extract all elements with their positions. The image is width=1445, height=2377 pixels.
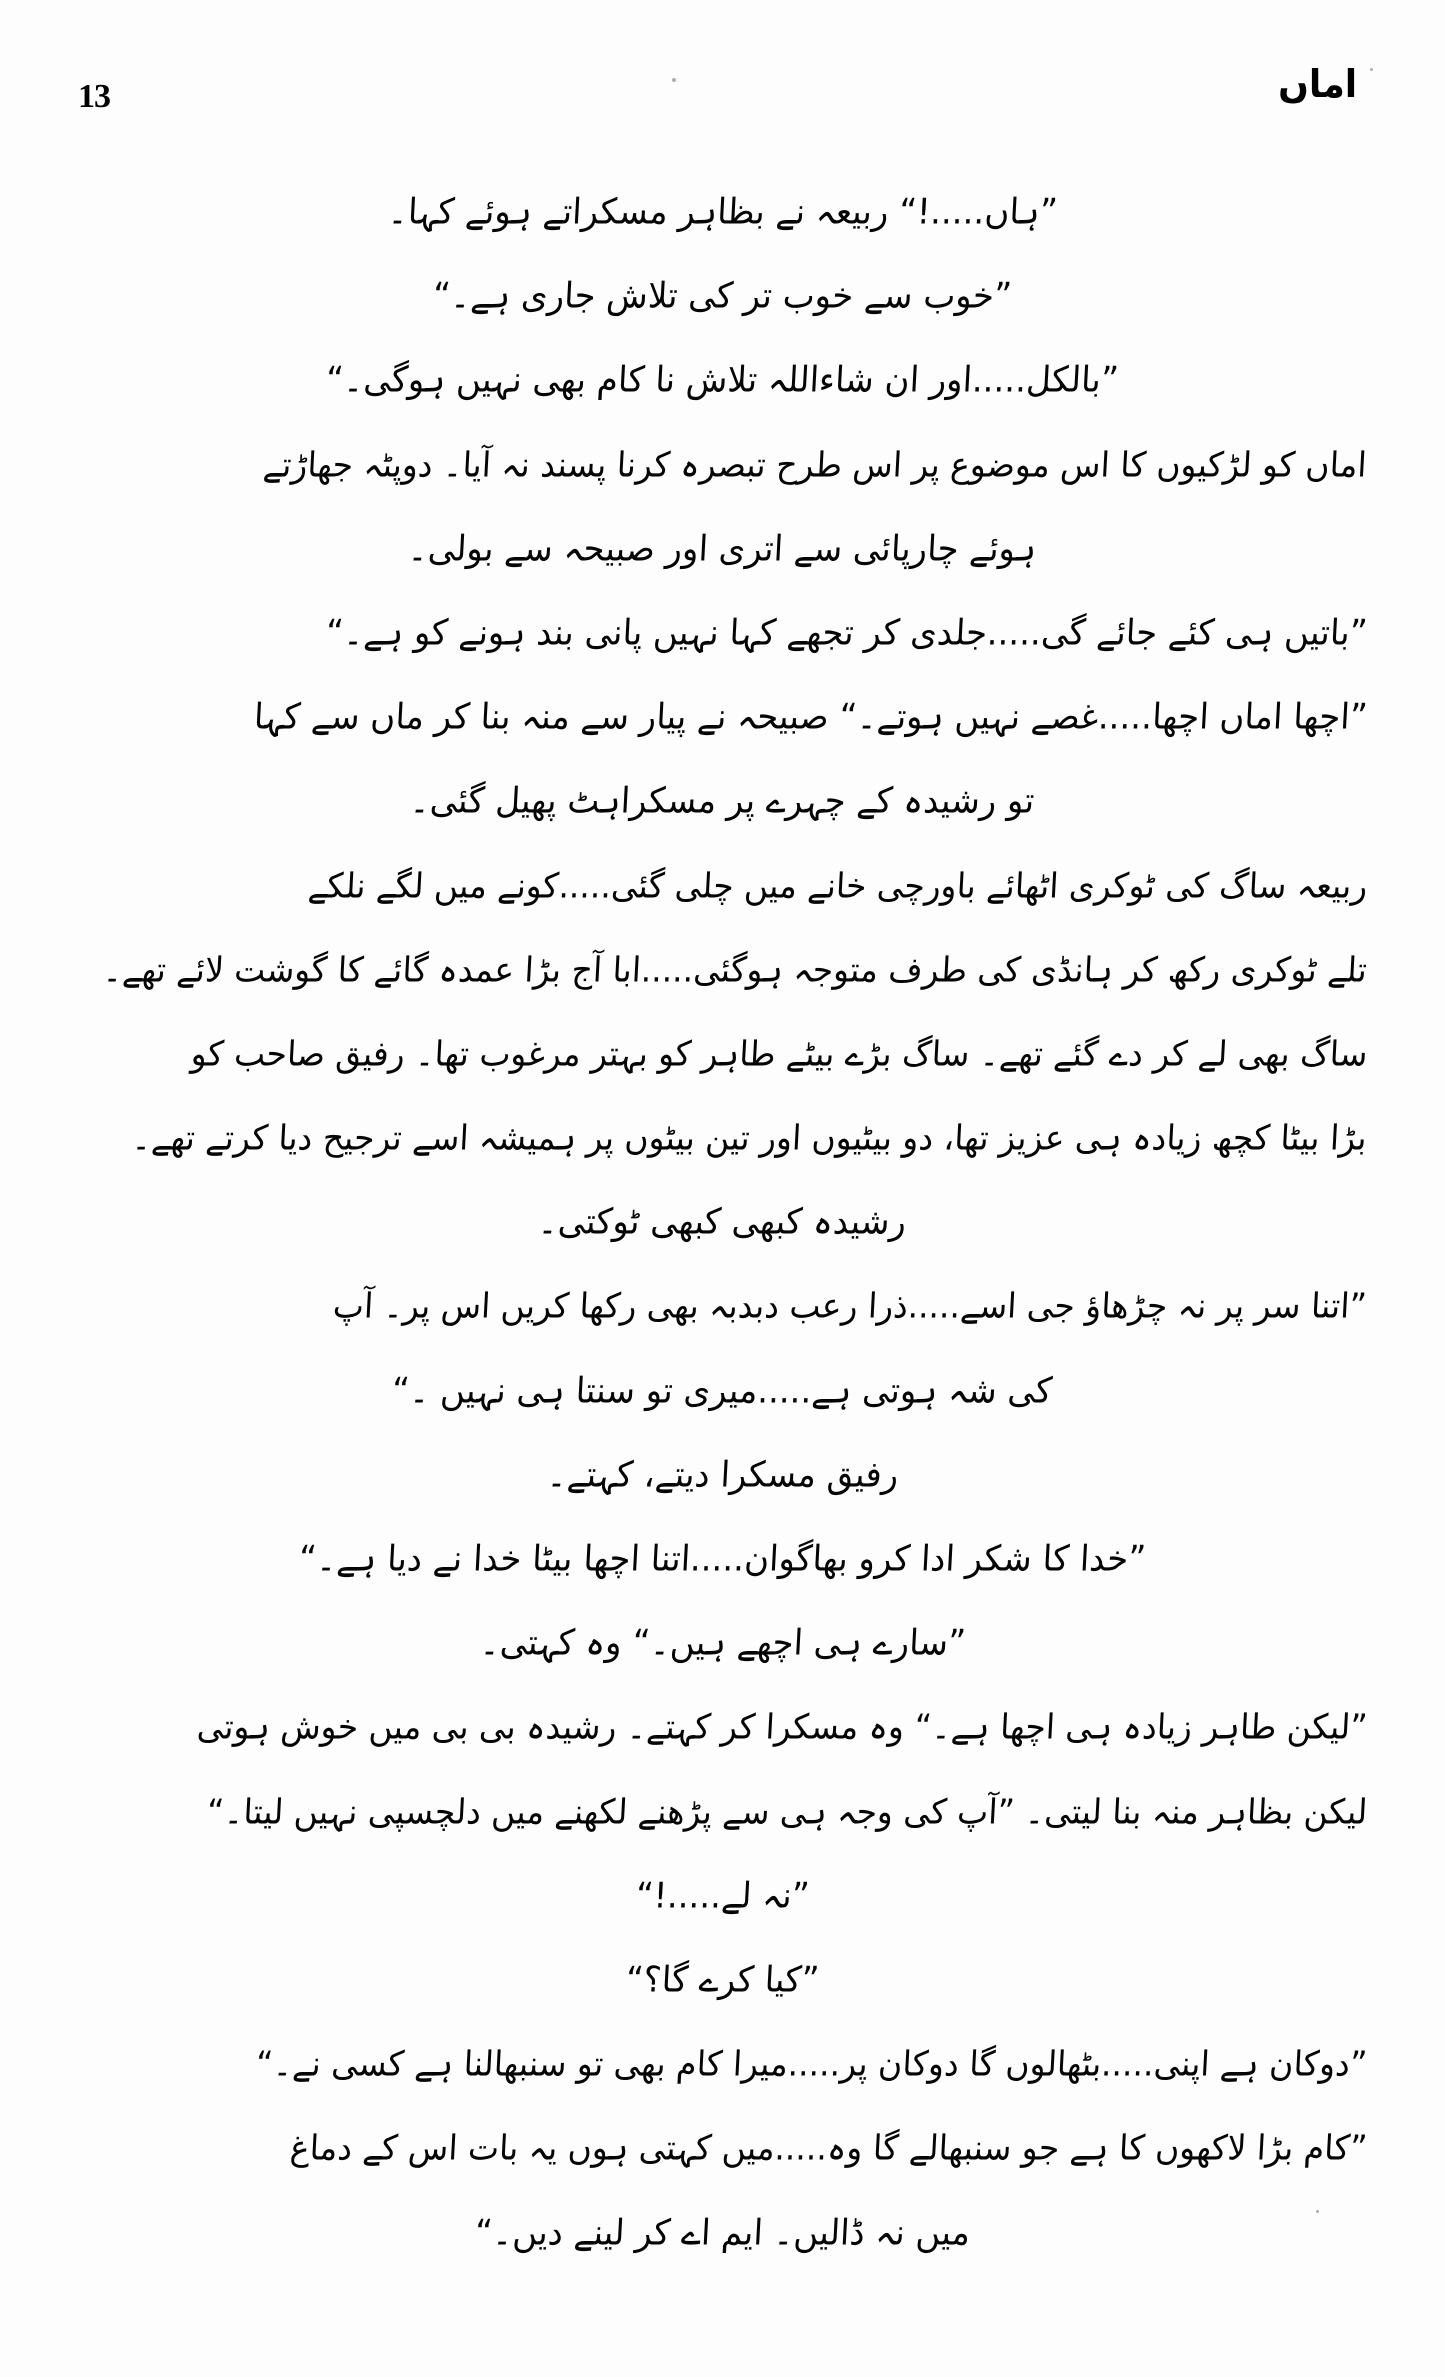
line-text: ”ہاں.....!“ ربیعہ نے بظاہر مسکراتے ہوئے کہا۔ (386, 191, 1059, 233)
text-line (78, 1349, 1367, 1433)
text-line (78, 423, 1367, 507)
line-text: ہوئے چارپائی سے اتری اور صبیحہ سے بولی۔ (407, 527, 1038, 570)
line-text: کی شہ ہوتی ہے.....میری تو سنتا ہی نہیں ۔“ (391, 1369, 1054, 1412)
line-text: میں نہ ڈالیں۔ ایم اے کر لینے دیں۔“ (473, 2211, 972, 2254)
text-line (78, 1601, 1367, 1685)
text-line (78, 338, 1367, 422)
text-line (78, 2022, 1367, 2106)
line-text: رفیق مسکرا دیتے، کہتے۔ (545, 1454, 900, 1496)
running-header (0, 62, 1445, 138)
text-line (78, 1854, 1367, 1938)
text-line (78, 1012, 1367, 1096)
page-number: 13 (78, 78, 110, 115)
text-line (78, 591, 1367, 675)
scan-speck (1370, 68, 1373, 71)
text-line (78, 170, 1367, 254)
line-text: بڑا بیٹا کچھ زیادہ ہی عزیز تھا، دو بیٹیوں اور تین بیٹوں پر ہمیشہ اسے ترجیح دیا کرتے تھے۔ (131, 1117, 1369, 1158)
text-line (78, 1264, 1367, 1348)
text-line (78, 1685, 1367, 1769)
line-text: ساگ بھی لے کر دے گئے تھے۔ ساگ بڑے بیٹے طاہر کو بہتر مرغوب تھا۔ رفیق صاحب کو (189, 1033, 1369, 1074)
line-text: ”خدا کا شکر ادا کرو بھاگوان.....اتنا اچھا بیٹا خدا نے دیا ہے۔“ (297, 1538, 1148, 1580)
line-text: اماں کو لڑکیوں کا اس موضوع پر اس طرح تبصرہ کرنا پسند نہ آیا۔ دوپٹہ جھاڑتے (262, 443, 1369, 485)
line-text: ”باتیں ہی کئے جائے گی.....جلدی کر تجھے کہا نہیں پانی بند ہونے کو ہے۔“ (324, 612, 1369, 654)
text-line (78, 1770, 1367, 1854)
line-text: ”نہ لے.....!“ (634, 1874, 811, 1917)
line-text: ”خوب سے خوب تر کی تلاش جاری ہے۔“ (432, 275, 1013, 317)
text-line (78, 928, 1367, 1012)
text-line (78, 759, 1367, 843)
line-text: ”کیا کرے گا؟“ (624, 1959, 821, 2001)
scan-speck (672, 78, 676, 82)
line-text: ”دوکان ہے اپنی.....بٹھالوں گا دوکان پر.....میرا کام بھی تو سنبھالنا ہے کسی نے۔“ (254, 2043, 1369, 2084)
text-line (78, 1517, 1367, 1601)
line-text: رشیدہ کبھی کبھی ٹوکتی۔ (537, 1201, 908, 1244)
text-line (78, 2106, 1367, 2190)
line-text: لیکن بظاہر منہ بنا لیتی۔ ”آپ کی وجہ ہی سے پڑھنے لکھنے میں دلچسپی نہیں لیتا۔“ (205, 1790, 1369, 1832)
text-line (78, 675, 1367, 759)
text-line (78, 254, 1367, 338)
line-text: ”اچھا اماں اچھا.....غصے نہیں ہوتے۔“ صبیحہ نے پیار سے منہ بنا کر ماں سے کہا (252, 696, 1369, 738)
line-text: تو رشیدہ کے چہرے پر مسکراہٹ پھیل گئی۔ (409, 780, 1036, 823)
text-line (78, 844, 1367, 928)
body-text (78, 170, 1367, 2275)
line-text: تلے ٹوکری رکھ کر ہانڈی کی طرف متوجہ ہوگئی.....ابا آج بڑا عمدہ گائے کا گوشت لائے تھے۔ (102, 948, 1369, 990)
line-text: ”لیکن طاہر زیادہ ہی اچھا ہے۔“ وہ مسکرا کر کہتے۔ رشیدہ بی بی میں خوش ہوتی (195, 1706, 1369, 1748)
text-line (78, 507, 1367, 591)
text-line (78, 1096, 1367, 1180)
line-text: ”اتنا سر پر نہ چڑھاؤ جی اسے.....ذرا رعب دبدبہ بھی رکھا کریں اس پر۔ آپ (332, 1285, 1369, 1327)
page-title: اماں (1277, 62, 1357, 106)
line-text: ”بالکل.....اور ان شاءاللہ تلاش نا کام بھی نہیں ہوگی۔“ (325, 359, 1120, 402)
text-line (78, 1180, 1367, 1264)
line-text: ”کام بڑا لاکھوں کا ہے جو سنبھالے گا وہ.....میں کہتی ہوں یہ بات اس کے دماغ (288, 2127, 1369, 2169)
text-line (78, 1433, 1367, 1517)
line-text: ربیعہ ساگ کی ٹوکری اٹھائے باورچی خانے میں چلی گئی.....کونے میں لگے نلکے (306, 864, 1369, 906)
line-text: ”سارے ہی اچھے ہیں۔“ وہ کہتی۔ (478, 1622, 967, 1664)
text-line (78, 2191, 1367, 2275)
text-line (78, 1938, 1367, 2022)
